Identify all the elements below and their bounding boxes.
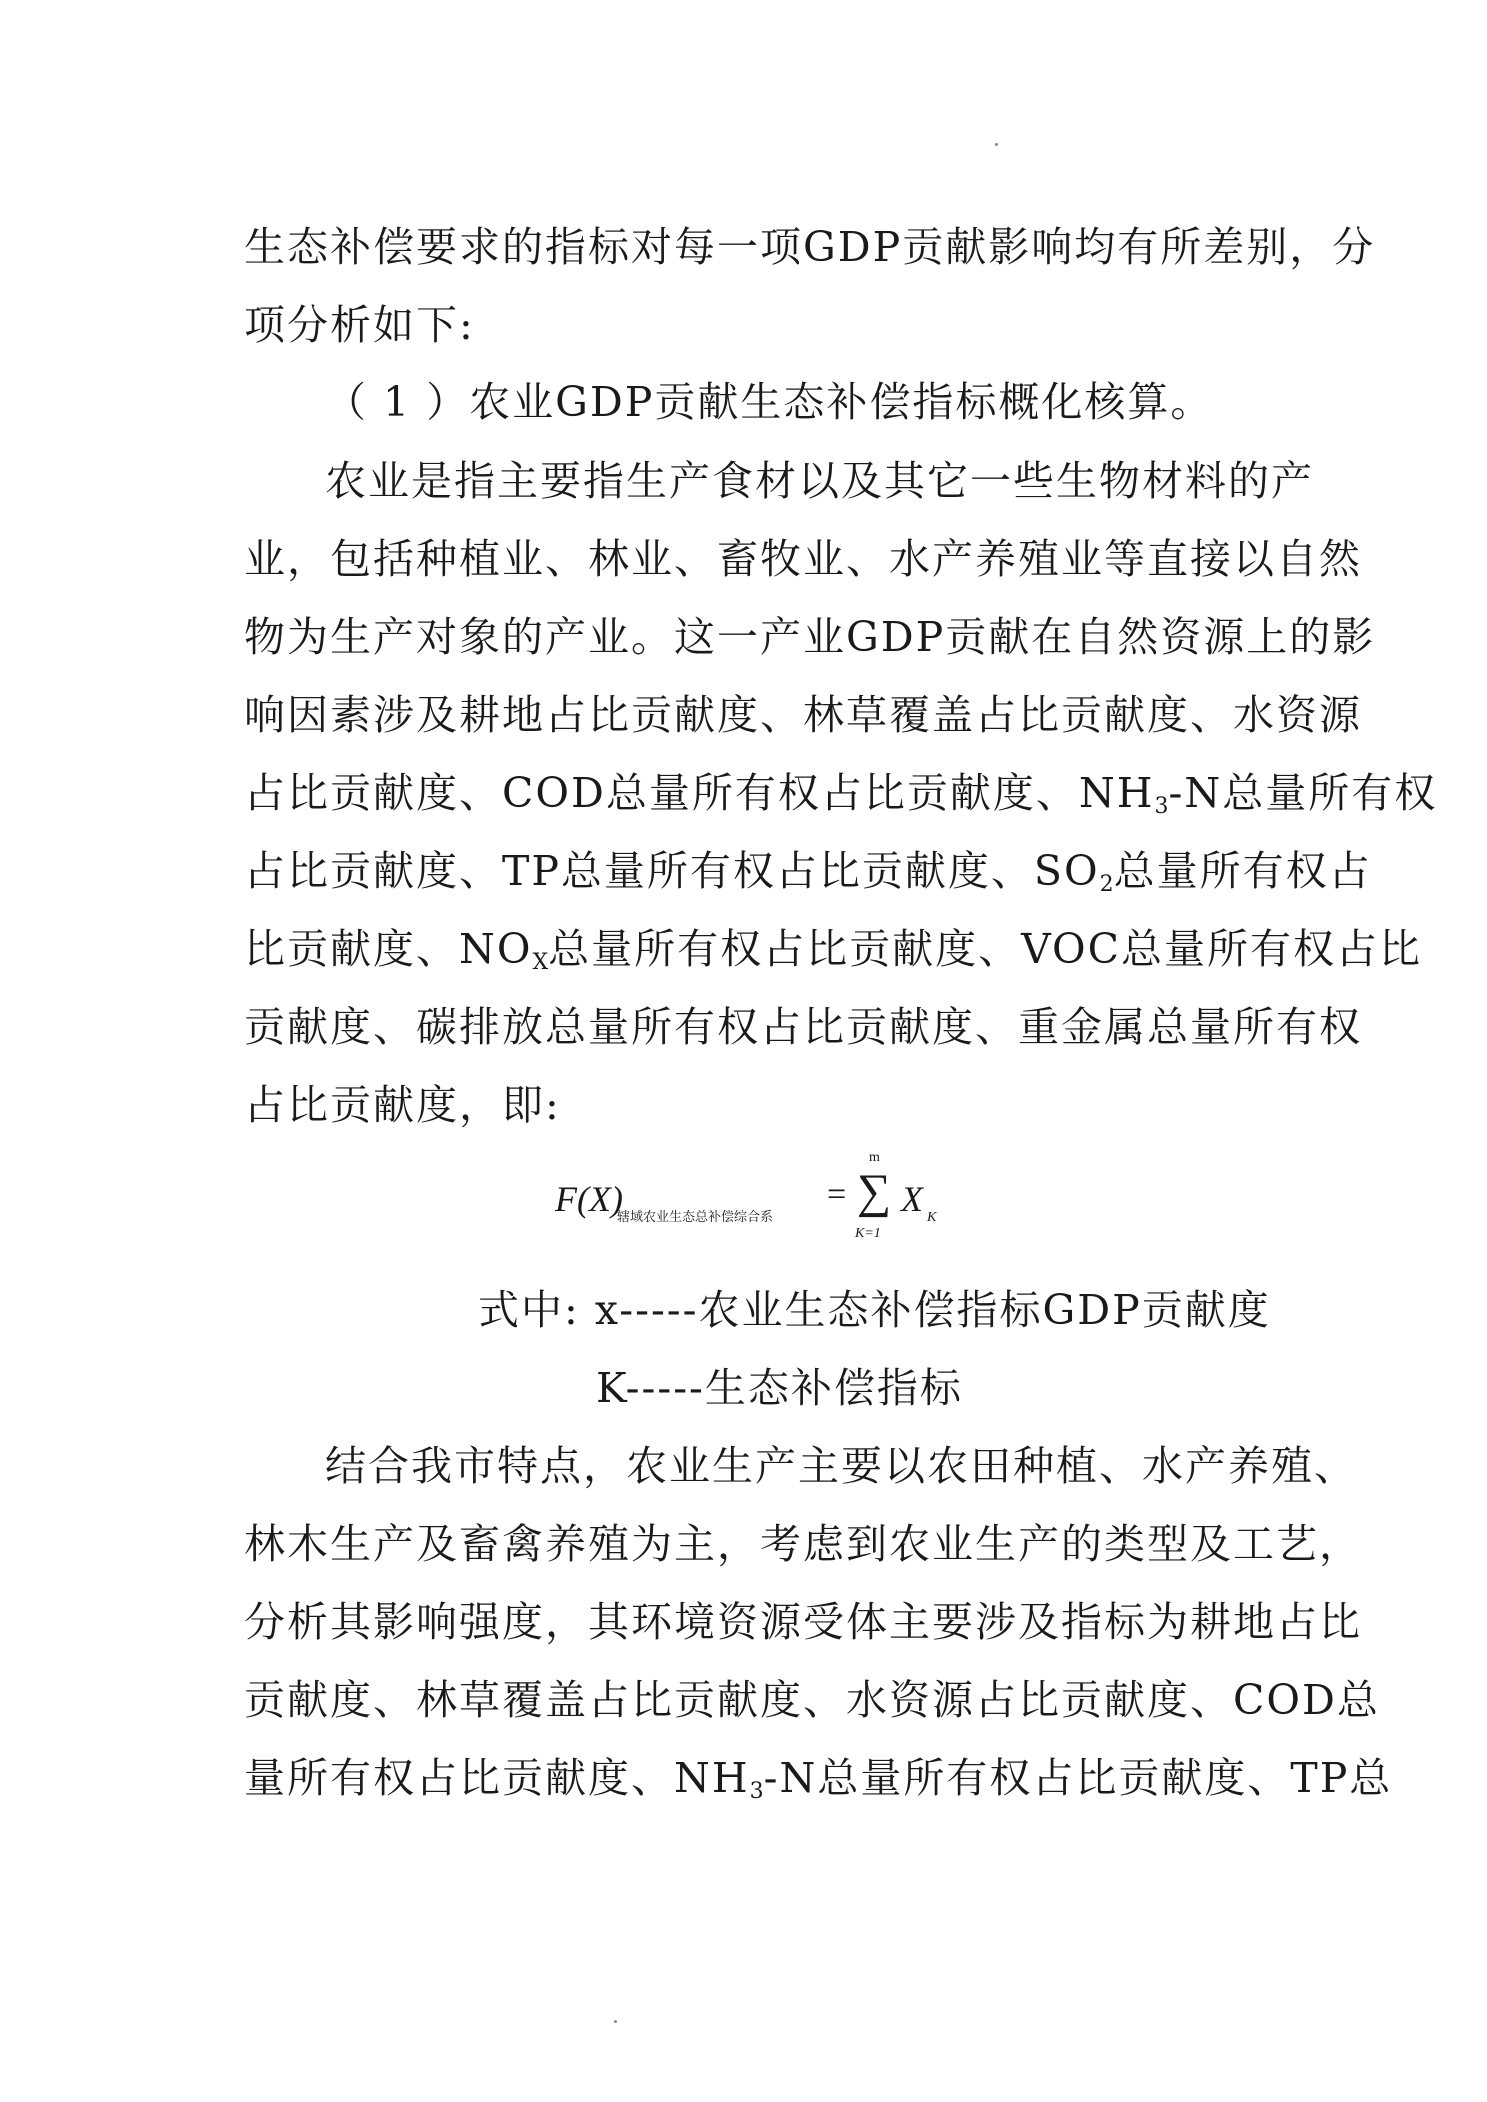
paragraph-line: 农业是指主要指生产食材以及其它一些生物材料的产 <box>325 457 1314 505</box>
paragraph-line: 林木生产及畜禽养殖为主，考虑到农业生产的类型及工艺， <box>244 1520 1362 1568</box>
paragraph-line: 物为生产对象的产业。这一产业GDP贡献在自然资源上的影 <box>244 613 1376 661</box>
formula-legend-k: K-----生态补偿指标 <box>596 1364 963 1412</box>
paragraph-line <box>244 846 1372 910</box>
formula-equals: = <box>827 1176 847 1213</box>
scan-speck <box>614 2020 617 2023</box>
text-run: -N总量所有权 <box>1168 769 1438 817</box>
text-run: 总量所有权占比贡献度、VOC总量所有权占比 <box>548 925 1423 973</box>
paragraph-line: 贡献度、碳排放总量所有权占比贡献度、重金属总量所有权 <box>244 1003 1362 1051</box>
text-run: 占比贡献度、COD总量所有权占比贡献度、NH <box>244 769 1155 817</box>
paragraph-line <box>244 768 1438 832</box>
section-heading: （ 1 ）农业GDP贡献生态补偿指标概化核算。 <box>325 378 1214 426</box>
paragraph-line: 响因素涉及耕地占比贡献度、林草覆盖占比贡献度、水资源 <box>244 691 1362 739</box>
paragraph-line <box>244 924 1423 988</box>
text-run: 比贡献度、NO <box>244 925 533 973</box>
subscript: X <box>532 950 549 975</box>
formula-legend-x: 式中: x-----农业生态补偿指标GDP贡献度 <box>478 1286 1271 1334</box>
text-run: 总量所有权占 <box>1113 847 1372 895</box>
subscript: 2 <box>1099 872 1114 897</box>
text-run: 量所有权占比贡献度、NH <box>244 1754 750 1802</box>
paragraph-line: 占比贡献度，即: <box>244 1081 561 1129</box>
formula-lhs: F(X) <box>555 1179 623 1219</box>
formula-lhs-subscript: 辖域农业生态总补偿综合系 <box>617 1209 774 1224</box>
text-run: -N总量所有权占比贡献度、TP总 <box>763 1754 1393 1802</box>
paragraph-line: 贡献度、林草覆盖占比贡献度、水资源占比贡献度、COD总 <box>244 1676 1380 1724</box>
paragraph-line: 结合我市特点，农业生产主要以农田种植、水产养殖、 <box>325 1442 1357 1490</box>
paragraph-line: 分析其影响强度，其环境资源受体主要涉及指标为耕地占比 <box>244 1598 1362 1646</box>
formula-lower-limit: K=1 <box>855 1226 881 1241</box>
paragraph-line: 生态补偿要求的指标对每一项GDP贡献影响均有所差别，分 <box>244 223 1376 271</box>
formula-sigma: ∑ <box>857 1165 892 1218</box>
formula-upper-limit: m <box>869 1150 880 1165</box>
summation-formula <box>555 1150 975 1250</box>
paragraph-line <box>244 1753 1393 1817</box>
text-run: 占比贡献度、TP总量所有权占比贡献度、SO <box>244 847 1100 895</box>
formula-variable-subscript: K <box>927 1210 937 1225</box>
subscript: 3 <box>749 1779 764 1804</box>
paragraph-line: 项分析如下: <box>244 301 475 349</box>
subscript: 3 <box>1154 794 1169 819</box>
paragraph-line: 业，包括种植业、林业、畜牧业、水产养殖业等直接以自然 <box>244 535 1362 583</box>
scan-speck <box>995 143 998 146</box>
formula-variable: X <box>901 1179 923 1219</box>
